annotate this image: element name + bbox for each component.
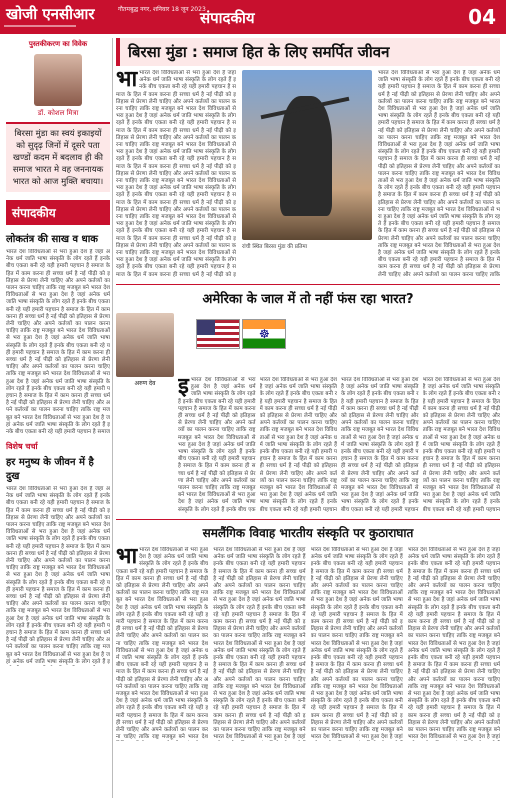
story2-text: भारत देश विविधताओं से भरा हुआ देश है जहां अनेक धर्म जाति भाषा संस्कृति के लोग रहते हैं इनके बीच एकता बनी रहे यही हमारी पहचान है समाज के हित में काम करना ही सच्चा धर्म है नई पीढ़ी को इतिहास से प्रेरणा लेनी चाहिए और अपने कर्तव्यों का पालन करना चाहिए ताकि राष्ट्र मजबूत बने भारत देश विविधताओं से भरा हुआ देश है जहां अनेक धर्म जाति भाषा संस्कृति के लोग रहते हैं इनके बीच एकता बनी रहे यही हमारी पहचान है समाज के हित में काम करना ही सच्चा धर्म है नई पीढ़ी को इतिहास से प्रेरणा लेनी चाहिए और अपने कर्तव्यों का पालन करना चाहिए ताकि राष्ट्र मजबूत बने भारत देश विविधताओं से भरा हुआ देश है जहां अनेक धर्म जाति भाषा संस्कृति के लोग रहते हैं इनके बीच एक	[178, 377, 256, 513]
article-heading-2: हर मनुष्य के जीवन में है दुख	[6, 457, 94, 482]
story2-columns	[178, 377, 500, 513]
india-flag-icon	[242, 319, 286, 349]
editorial-label: संपादकीय	[6, 200, 110, 225]
story2-headline: अमेरिका के जाल में तो नहीं फंस रहा भारत?	[202, 292, 414, 307]
subsection-label: विशेष चर्चा	[6, 442, 38, 451]
story1-body-left	[116, 70, 236, 278]
story3	[116, 547, 500, 741]
author-photo-2	[116, 313, 174, 377]
story3-col-1	[116, 547, 208, 741]
article-body: भारत देश विविधताओं से भरा हुआ देश है जहां अनेक धर्म जाति भाषा संस्कृति के लोग रहते हैं इनके बीच एकता बनी रहे यही हमारी पहचान है समाज के हित में काम करना ही सच्चा धर्म है नई पीढ़ी को इतिहास से प्रेरणा लेनी चाहिए और अपने कर्तव्यों का पालन करना चाहिए ताकि राष्ट्र मजबूत बने भारत देश विविधताओं से भरा हुआ देश है जहां अनेक धर्म जाति भाषा संस्कृति के लोग रहते हैं इनके बीच एकता बनी रहे यही हमारी पहचान है समाज के हित में काम करना ही सच्चा धर्म है नई पीढ़ी को इतिहास से प्रेरणा लेनी चाहिए और अपने कर्तव्यों का पालन करना चाहिए ताकि राष्ट्र मजबूत बने भारत देश विविधताओं से भरा हुआ देश है जहां अनेक धर्म जाति भाषा संस्कृति के लोग रहते हैं इनके बीच एकता बनी रहे यही हमारी पहचान है समाज के हित में काम करना ही सच्चा धर्म है नई पीढ़ी को इतिहास से प्रेरणा लेनी चाहिए और अपने कर्तव्यों का पालन करना चाहिए ताकि राष्ट्र मजबूत बने भारत देश विविधताओं से भरा हुआ देश है जहां अनेक धर्म जाति भाषा संस्कृति के लोग रहते हैं इनके बीच एकता बनी रहे यही हमारी पहचान है समाज के हित में काम करना ही सच्चा धर्म है नई पीढ़ी को इतिहास से प्रेरणा लेनी चाहिए और अपने कर्तव्यों का पालन करना चाहिए ताकि राष्ट्र मजबूत बने भारत देश विविधताओं से भरा हुआ देश है जहां अनेक धर्म जाति भाषा संस्कृति के लोग रहते हैं इनके बीच एकता बनी रहे यही हमारी पहचान है समाज	[6, 249, 110, 435]
author-name: डॉ. कोशल मित्रा	[37, 109, 79, 117]
divider	[116, 284, 500, 285]
story2-col-4: भारत देश विविधताओं से भरा हुआ देश है जहां अनेक धर्म जाति भाषा संस्कृति के लोग रहते हैं इनके बीच एकता बनी रहे यही हमारी पहचान है समाज के हित में काम करना ही सच्चा धर्म है नई पीढ़ी को इतिहास से प्रेरणा लेनी चाहिए और अपने कर्तव्यों का पालन करना चाहिए ताकि राष्ट्र मजबूत बने भारत देश विविधताओं से भरा हुआ देश है जहां अनेक धर्म जाति भाषा संस्कृति के लोग रहते हैं इनके बीच एकता बनी रहे यही हमारी पहचान है समाज के हित में काम करना ही सच्चा धर्म है नई पीढ़ी को इतिहास से प्रेरणा लेनी चाहिए और अपने कर्तव्यों का पालन करना चाहिए ताकि राष्ट्र मजबूत बने भारत देश विविधताओं से भरा हुआ देश है जहां अनेक धर्म जाति भाषा संस्कृति के लोग रहते हैं इनके बीच एकता बनी रहे यही हमारी पहचान	[422, 377, 500, 513]
dateline: गौतमबुद्ध नगर, शनिवार 18 जून 2023	[118, 6, 206, 13]
headline-bar	[116, 38, 500, 66]
article-heading: लोकतंत्र की साख व धाक	[6, 234, 98, 245]
dropcap-3: भा	[116, 547, 138, 569]
masthead	[0, 0, 506, 34]
story2	[116, 313, 500, 513]
dropcap: भा	[116, 70, 138, 92]
left-column	[6, 38, 110, 798]
pull-quote: बिरसा मुंडा का स्वयं इकाइयों को सुदृढ़ जिनों में दूसरे पता खण्डों कदम में बदलाव ही की समाज भारत मे वह जननायक भारत को आज मुक्ति बचाया।	[6, 122, 110, 192]
statue-photo	[242, 70, 372, 240]
article-body-2: भारत देश विविधताओं से भरा हुआ देश है जहां अनेक धर्म जाति भाषा संस्कृति के लोग रहते हैं इनके बीच एकता बनी रहे यही हमारी पहचान है समाज के हित में काम करना ही सच्चा धर्म है नई पीढ़ी को इतिहास से प्रेरणा लेनी चाहिए और अपने कर्तव्यों का पालन करना चाहिए ताकि राष्ट्र मजबूत बने भारत देश विविधताओं से भरा हुआ देश है जहां अनेक धर्म जाति भाषा संस्कृति के लोग रहते हैं इनके बीच एकता बनी रहे यही हमारी पहचान है समाज के हित में काम करना ही सच्चा धर्म है नई पीढ़ी को इतिहास से प्रेरणा लेनी चाहिए और अपने कर्तव्यों का पालन करना चाहिए ताकि राष्ट्र मजबूत बने भारत देश विविधताओं से भरा हुआ देश है जहां अनेक धर्म जाति भाषा संस्कृति के लोग रहते हैं इनके बीच एकता बनी रहे यही हमारी पहचान है समाज के हित में काम करना ही सच्चा धर्म है नई पीढ़ी को इतिहास से प्रेरणा लेनी चाहिए और अपने कर्तव्यों का पालन करना चाहिए ताकि राष्ट्र मजबूत बने भारत देश विविधताओं से भरा हुआ देश है जहां अनेक धर्म जाति भाषा संस्कृति के लोग रहते हैं इनके बीच एकता बनी रहे यही हमारी पहचान है समाज के हित में काम करना ही सच्चा धर्म है नई पीढ़ी को इतिहास से प्रेरणा लेनी चाहिए और अपने कर्तव्यों का पालन करना चाहिए ताकि राष्ट्र मजबूत बने भारत देश विविधताओं से भरा हुआ देश है जहां अनेक धर्म जाति भाषा संस्कृति के लोग रहते हैं इ	[6, 486, 110, 665]
story1-headline: बिरसा मुंडा : समाज हित के लिए समर्पित जीवन	[128, 43, 390, 61]
story3-headline: समलैंगिक विवाह भारतीय संस्कृति पर कुठाराघात	[202, 526, 414, 540]
main-area	[116, 38, 500, 798]
author-photo	[34, 54, 82, 106]
story2-col-1	[178, 377, 256, 513]
story1	[116, 70, 500, 278]
dropcap-2: इ	[178, 377, 189, 399]
story2-col-3: भारत देश विविधताओं से भरा हुआ देश है जहां अनेक धर्म जाति भाषा संस्कृति के लोग रहते हैं इनके बीच एकता बनी रहे यही हमारी पहचान है समाज के हित में काम करना ही सच्चा धर्म है नई पीढ़ी को इतिहास से प्रेरणा लेनी चाहिए और अपने कर्तव्यों का पालन करना चाहिए ताकि राष्ट्र मजबूत बने भारत देश विविधताओं से भरा हुआ देश है जहां अनेक धर्म जाति भाषा संस्कृति के लोग रहते हैं इनके बीच एकता बनी रहे यही हमारी पहचान है समाज के हित में काम करना ही सच्चा धर्म है नई पीढ़ी को इतिहास से प्रेरणा लेनी चाहिए और अपने कर्तव्यों का पालन करना चाहिए ताकि राष्ट्र मजबूत बने भारत देश विविधताओं से भरा हुआ देश है जहां अनेक धर्म जाति भाषा संस्कृति के लोग रहते हैं इनके बीच एकता बनी रहे यही हमारी पहचान	[341, 377, 419, 513]
story1-body-right: भारत देश विविधताओं से भरा हुआ देश है जहां अनेक धर्म जाति भाषा संस्कृति के लोग रहते हैं इनके बीच एकता बनी रहे यही हमारी पहचान है समाज के हित में काम करना ही सच्चा धर्म है नई पीढ़ी को इतिहास से प्रेरणा लेनी चाहिए और अपने कर्तव्यों का पालन करना चाहिए ताकि राष्ट्र मजबूत बने भारत देश विविधताओं से भरा हुआ देश है जहां अनेक धर्म जाति भाषा संस्कृति के लोग रहते हैं इनके बीच एकता बनी रहे यही हमारी पहचान है समाज के हित में काम करना ही सच्चा धर्म है नई पीढ़ी को इतिहास से प्रेरणा लेनी चाहिए और अपने कर्तव्यों का पालन करना चाहिए ताकि राष्ट्र मजबूत बने भारत देश विविधताओं से भरा हुआ देश है जहां अनेक धर्म जाति भाषा संस्कृति के लोग रहते हैं इनके बीच एकता बनी रहे यही हमारी पहचान है समाज के हित में काम करना ही सच्चा धर्म है नई पीढ़ी को इतिहास से प्रेरणा लेनी चाहिए और अपने कर्तव्यों का पालन करना चाहिए ताकि राष्ट्र मजबूत बने भारत देश विविधताओं से भरा हुआ देश है जहां अनेक धर्म जाति भाषा संस्कृति के लोग रहते हैं इनके बीच एकता बनी रहे यही हमारी पहचान है समाज के हित में काम करना ही सच्चा धर्म है नई पीढ़ी को इतिहास से प्रेरणा लेनी चाहिए और अपने कर्तव्यों का पालन करना चाहिए ताकि राष्ट्र मजबूत बने भारत देश विविधताओं से भरा हुआ देश है जहां अनेक धर्म जाति भाषा संस्कृति के लोग रहते हैं इनके बीच एकता बनी रहे यही हमारी पहचान है समाज के हित में काम करना ही सच्चा धर्म है नई पीढ़ी को इतिहास से प्रेरणा लेनी चाहिए और अपने कर्तव्यों का पालन करना चाहिए ताकि राष्ट्र मजबूत बने भारत देश विविधताओं से भरा हुआ देश है जहां अनेक धर्म जाति भाषा संस्कृति के लोग रहते हैं इनके बीच एकता बनी रहे यही हमारी पहचान है समाज के हित में काम करना ही सच्चा धर्म है नई पीढ़ी को इतिहास से प्रेरणा लेनी चाहिए और अपने कर्तव्यों का पालन करना चाहिए ताकि	[378, 70, 500, 278]
story1-text: भारत देश विविधताओं से भरा हुआ देश है जहां अनेक धर्म जाति भाषा संस्कृति के लोग रहते हैं इनके बीच एकता बनी रहे यही हमारी पहचान है समाज के हित में काम करना ही सच्चा धर्म है नई पीढ़ी को इतिहास से प्रेरणा लेनी चाहिए और अपने कर्तव्यों का पालन करना चाहिए ताकि राष्ट्र मजबूत बने भारत देश विविधताओं से भरा हुआ देश है जहां अनेक धर्म जाति भाषा संस्कृति के लोग रहते हैं इनके बीच एकता बनी रहे यही हमारी पहचान है समाज के हित में काम करना ही सच्चा धर्म है नई पीढ़ी को इतिहास से प्रेरणा लेनी चाहिए और अपने कर्तव्यों का पालन करना चाहिए ताकि राष्ट्र मजबूत बने भारत देश विविधताओं से भरा हुआ देश है जहां अनेक धर्म जाति भाषा संस्कृति के लोग रहते हैं इनके बीच एकता बनी रहे यही हमारी पहचान है समाज के हित में काम करना ही सच्चा धर्म है नई पीढ़ी को इतिहास से प्रेरणा लेनी चाहिए और अपने कर्तव्यों का पालन करना चाहिए ताकि राष्ट्र मजबूत बने भारत देश विविधताओं से भरा हुआ देश है जहां अनेक धर्म जाति भाषा संस्कृति के लोग रहते हैं इनके बीच एकता बनी रहे यही हमारी पहचान है समाज के हित में काम करना ही सच्चा धर्म है नई पीढ़ी को इतिहास से प्रेरणा लेनी चाहिए और अपने कर्तव्यों का पालन करना चाहिए ताकि राष्ट्र मजबूत बने भारत देश विविधताओं से भरा हुआ देश है जहां अनेक धर्म जाति भाषा संस्कृति के लोग रहते हैं इनके बीच एकता बनी रहे यही हमारी पहचान है समाज के हित में काम करना ही सच्चा धर्म है नई पीढ़ी को इतिहास से प्रेरणा लेनी चाहिए और अपने कर्तव्यों का पालन करना चाहिए ताकि राष्ट्र मजबूत बने भारत देश विविधताओं से भरा हुआ देश है जहां अनेक धर्म जाति भाषा संस्कृति के लोग रहते हैं इनके बीच एकता बनी रहे यही हमारी पहचान है समाज के हित में काम करना ही सच्चा धर्म है नई पीढ़ी को इ	[116, 70, 236, 278]
story3-col-3: भारत देश विविधताओं से भरा हुआ देश है जहां अनेक धर्म जाति भाषा संस्कृति के लोग रहते हैं इनके बीच एकता बनी रहे यही हमारी पहचान है समाज के हित में काम करना ही सच्चा धर्म है नई पीढ़ी को इतिहास से प्रेरणा लेनी चाहिए और अपने कर्तव्यों का पालन करना चाहिए ताकि राष्ट्र मजबूत बने भारत देश विविधताओं से भरा हुआ देश है जहां अनेक धर्म जाति भाषा संस्कृति के लोग रहते हैं इनके बीच एकता बनी रहे यही हमारी पहचान है समाज के हित में काम करना ही सच्चा धर्म है नई पीढ़ी को इतिहास से प्रेरणा लेनी चाहिए और अपने कर्तव्यों का पालन करना चाहिए ताकि राष्ट्र मजबूत बने भारत देश विविधताओं से भरा हुआ देश है जहां अनेक धर्म जाति भाषा संस्कृति के लोग रहते हैं इनके बीच एकता बनी रहे यही हमारी पहचान है समाज के हित में काम करना ही सच्चा धर्म है नई पीढ़ी को इतिहास से प्रेरणा लेनी चाहिए और अपने कर्तव्यों का पालन करना चाहिए ताकि राष्ट्र मजबूत बने भारत देश विविधताओं से भरा हुआ देश है जहां अनेक धर्म जाति भाषा संस्कृति के लोग रहते हैं इनके बीच एकता बनी रहे यही हमारी पहचान है समाज के हित में काम करना ही सच्चा धर्म है नई पीढ़ी को इतिहास से प्रेरणा लेनी चाहिए और अपने कर्तव्यों का पालन करना चाहिए ताकि राष्ट्र मजबूत बने भारत देश विविधताओं से भरा हुआ देश है जहां	[310, 547, 403, 741]
column-title: पुस्तकीकरण का विवेक	[28, 40, 88, 48]
story3-text: भारत देश विविधताओं से भरा हुआ देश है जहां अनेक धर्म जाति भाषा संस्कृति के लोग रहते हैं इनके बीच एकता बनी रहे यही हमारी पहचान है समाज के हित में काम करना ही सच्चा धर्म है नई पीढ़ी को इतिहास से प्रेरणा लेनी चाहिए और अपने कर्तव्यों का पालन करना चाहिए ताकि राष्ट्र मजबूत बने भारत देश विविधताओं से भरा हुआ देश है जहां अनेक धर्म जाति भाषा संस्कृति के लोग रहते हैं इनके बीच एकता बनी रहे यही हमारी पहचान है समाज के हित में काम करना ही सच्चा धर्म है नई पीढ़ी को इतिहास से प्रेरणा लेनी चाहिए और अपने कर्तव्यों का पालन करना चाहिए ताकि राष्ट्र मजबूत बने भारत देश विविधताओं से भरा हुआ देश है जहां अनेक धर्म जाति भाषा संस्कृति के लोग रहते हैं इनके बीच एकता बनी रहे यही हमारी पहचान है समाज के हित में काम करना ही सच्चा धर्म है नई पीढ़ी को इतिहास से प्रेरणा लेनी चाहिए और अपने कर्तव्यों का पालन करना चाहिए ताकि राष्ट्र मजबूत बने भारत देश विविधताओं से भरा हुआ देश है जहां अनेक धर्म जाति भाषा संस्कृति के लोग रहते हैं इनके बीच एकता बनी रहे यही हमारी पहचान है समाज के हित में काम करना ही सच्चा धर्म है नई पीढ़ी को इतिहास से प्रेरणा लेनी चाहिए और अपने कर्तव्यों का पालन करना चाहिए ताकि राष्ट्र मजबूत बने भारत देश	[116, 547, 209, 741]
author-caption: अरुण देव	[134, 380, 156, 387]
us-flag-icon	[196, 319, 240, 349]
newspaper-logo: खोजी एनसीआर	[6, 5, 95, 23]
statue-figure	[280, 96, 332, 216]
column-divider	[112, 38, 113, 798]
page-number: 04	[468, 5, 496, 29]
section-title: संपादकीय	[200, 9, 255, 27]
flags-image	[186, 315, 294, 371]
story3-col-4: भारत देश विविधताओं से भरा हुआ देश है जहां अनेक धर्म जाति भाषा संस्कृति के लोग रहते हैं इनके बीच एकता बनी रहे यही हमारी पहचान है समाज के हित में काम करना ही सच्चा धर्म है नई पीढ़ी को इतिहास से प्रेरणा लेनी चाहिए और अपने कर्तव्यों का पालन करना चाहिए ताकि राष्ट्र मजबूत बने भारत देश विविधताओं से भरा हुआ देश है जहां अनेक धर्म जाति भाषा संस्कृति के लोग रहते हैं इनके बीच एकता बनी रहे यही हमारी पहचान है समाज के हित में काम करना ही सच्चा धर्म है नई पीढ़ी को इतिहास से प्रेरणा लेनी चाहिए और अपने कर्तव्यों का पालन करना चाहिए ताकि राष्ट्र मजबूत बने भारत देश विविधताओं से भरा हुआ देश है जहां अनेक धर्म जाति भाषा संस्कृति के लोग रहते हैं इनके बीच एकता बनी रहे यही हमारी पहचान है समाज के हित में काम करना ही सच्चा धर्म है नई पीढ़ी को इतिहास से प्रेरणा लेनी चाहिए और अपने कर्तव्यों का पालन करना चाहिए ताकि राष्ट्र मजबूत बने भारत देश विविधताओं से भरा हुआ देश है जहां अनेक धर्म जाति भाषा संस्कृति के लोग रहते हैं इनके बीच एकता बनी रहे यही हमारी पहचान है समाज के हित में काम करना ही सच्चा धर्म है नई पीढ़ी को इतिहास से प्रेरणा लेनी चाहिए और अपने कर्तव्यों का पालन करना चाहिए ताकि राष्ट्र मजबूत बने भारत देश विविधताओं से भरा हुआ देश है जहां	[407, 547, 500, 741]
photo-caption: रांची स्थित बिरसा मुंडा की प्रतिमा	[242, 244, 308, 250]
story2-col-2: भारत देश विविधताओं से भरा हुआ देश है जहां अनेक धर्म जाति भाषा संस्कृति के लोग रहते हैं इनके बीच एकता बनी रहे यही हमारी पहचान है समाज के हित में काम करना ही सच्चा धर्म है नई पीढ़ी को इतिहास से प्रेरणा लेनी चाहिए और अपने कर्तव्यों का पालन करना चाहिए ताकि राष्ट्र मजबूत बने भारत देश विविधताओं से भरा हुआ देश है जहां अनेक धर्म जाति भाषा संस्कृति के लोग रहते हैं इनके बीच एकता बनी रहे यही हमारी पहचान है समाज के हित में काम करना ही सच्चा धर्म है नई पीढ़ी को इतिहास से प्रेरणा लेनी चाहिए और अपने कर्तव्यों का पालन करना चाहिए ताकि राष्ट्र मजबूत बने भारत देश विविधताओं से भरा हुआ देश है जहां अनेक धर्म जाति भाषा संस्कृति के लोग रहते हैं इनके बीच एकता बनी रहे यही हमारी पहचान	[259, 377, 337, 513]
story3-col-2: भारत देश विविधताओं से भरा हुआ देश है जहां अनेक धर्म जाति भाषा संस्कृति के लोग रहते हैं इनके बीच एकता बनी रहे यही हमारी पहचान है समाज के हित में काम करना ही सच्चा धर्म है नई पीढ़ी को इतिहास से प्रेरणा लेनी चाहिए और अपने कर्तव्यों का पालन करना चाहिए ताकि राष्ट्र मजबूत बने भारत देश विविधताओं से भरा हुआ देश है जहां अनेक धर्म जाति भाषा संस्कृति के लोग रहते हैं इनके बीच एकता बनी रहे यही हमारी पहचान है समाज के हित में काम करना ही सच्चा धर्म है नई पीढ़ी को इतिहास से प्रेरणा लेनी चाहिए और अपने कर्तव्यों का पालन करना चाहिए ताकि राष्ट्र मजबूत बने भारत देश विविधताओं से भरा हुआ देश है जहां अनेक धर्म जाति भाषा संस्कृति के लोग रहते हैं इनके बीच एकता बनी रहे यही हमारी पहचान है समाज के हित में काम करना ही सच्चा धर्म है नई पीढ़ी को इतिहास से प्रेरणा लेनी चाहिए और अपने कर्तव्यों का पालन करना चाहिए ताकि राष्ट्र मजबूत बने भारत देश विविधताओं से भरा हुआ देश है जहां अनेक धर्म जाति भाषा संस्कृति के लोग रहते हैं इनके बीच एकता बनी रहे यही हमारी पहचान है समाज के हित में काम करना ही सच्चा धर्म है नई पीढ़ी को इतिहास से प्रेरणा लेनी चाहिए और अपने कर्तव्यों का पालन करना चाहिए ताकि राष्ट्र मजबूत बने भारत देश विविधताओं से भरा हुआ देश है जहां	[213, 547, 306, 741]
divider-2	[116, 519, 500, 520]
